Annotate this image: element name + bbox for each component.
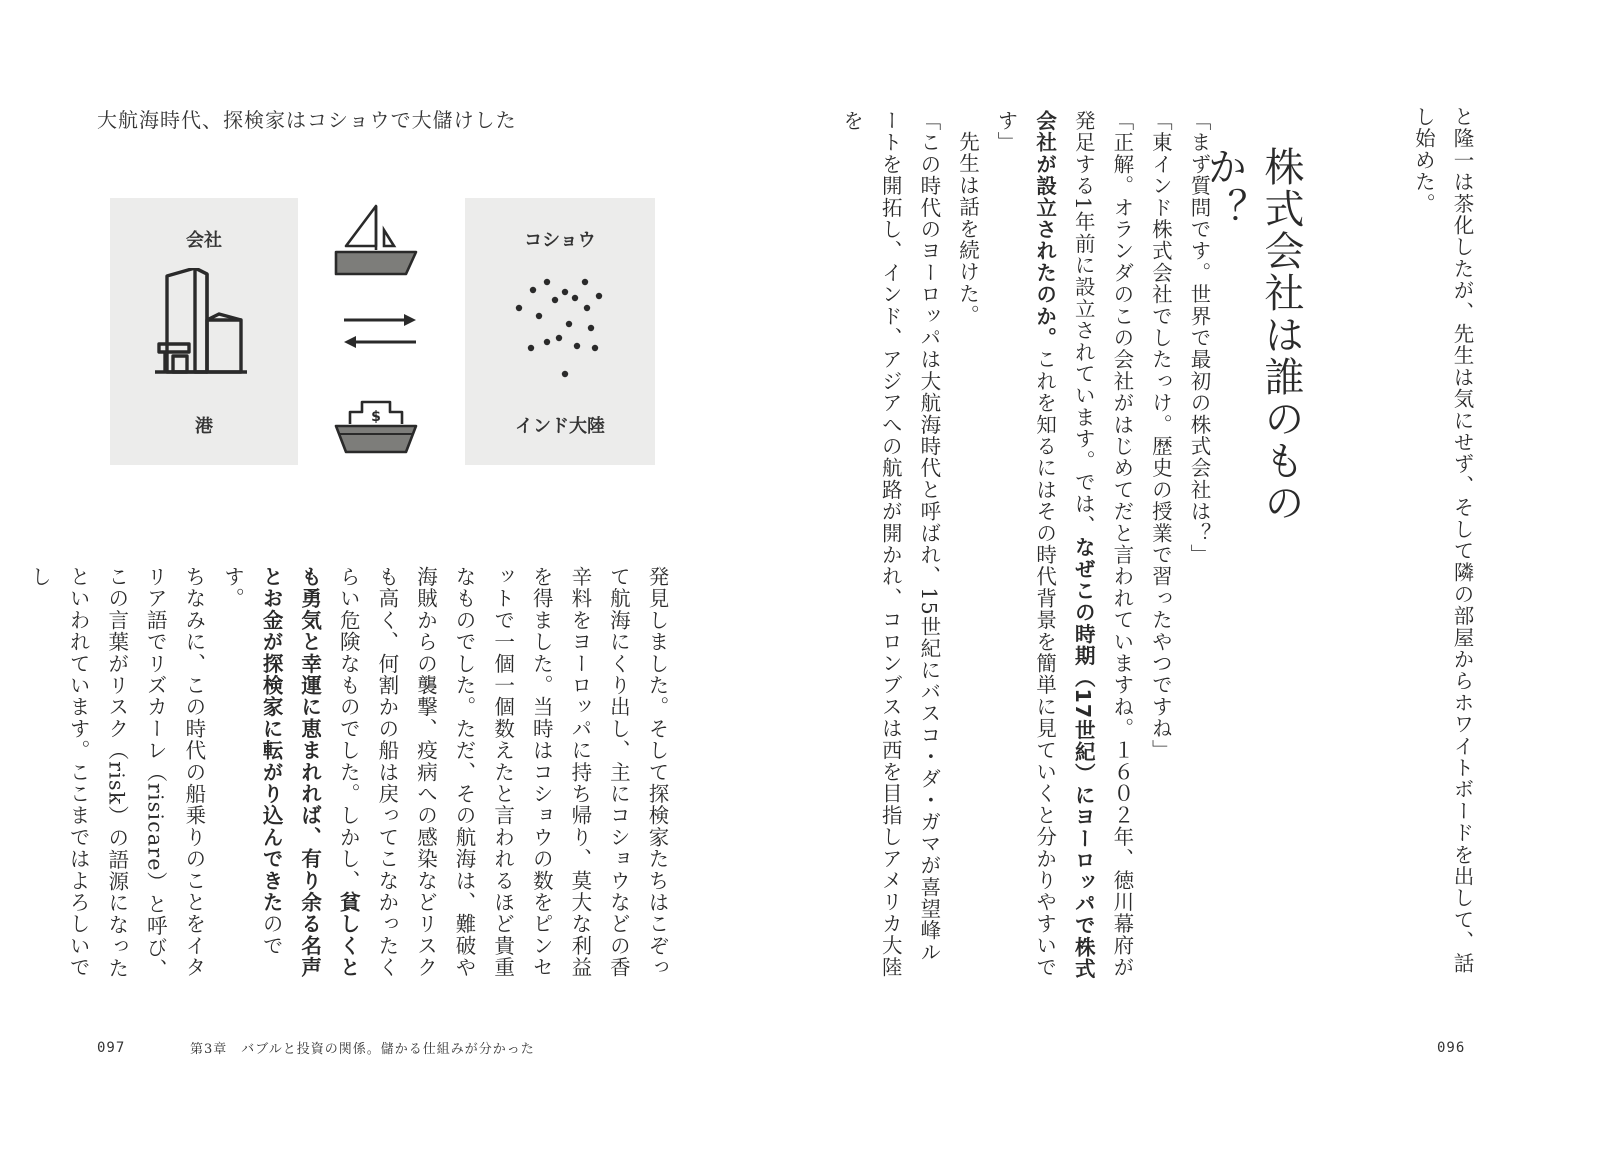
company-label: 会社: [186, 230, 222, 251]
pepper-dots-icon: [505, 272, 615, 384]
figure-diagram: [110, 198, 655, 468]
right-body-text: [839, 110, 1218, 980]
office-building-icon: [155, 268, 255, 378]
india-label: インド大陸: [515, 416, 605, 437]
body-paragraph: ちなみに、この時代の船乗りのことをイタリア語でリズカーレ（risicare）と呼び、この言葉がリスク（risk）の語源になったといわれています。ここまではよろしいでし: [27, 566, 206, 981]
page-number: 096: [1437, 1040, 1466, 1056]
body-paragraph: 先生は話を続けた。: [955, 130, 980, 326]
sailing-ship-icon: [332, 202, 420, 280]
cargo-ship-dollar-icon: [332, 394, 420, 460]
figure-caption: 大航海時代、探検家はコショウで大儲けした: [97, 108, 517, 132]
exchange-arrows-icon: [340, 310, 420, 352]
page-number: 097: [97, 1040, 126, 1056]
lead-paragraph: と隆一は茶化したが、先生は気にせず、そして隣の部屋からホワイトボードを出して、話し始めた。: [1411, 106, 1474, 974]
section-heading: 株式会社は誰のものか？: [1201, 146, 1304, 524]
body-paragraph: 「この時代のヨーロッパは大航海時代と呼ばれ、15世紀にバスコ・ダ・ガマが喜望峰ルートを開拓し、インド、アジアへの航路が開かれ、コロンブスは西を目指しアメリカ大陸を: [839, 110, 941, 978]
body-paragraph: 「正解。オランダのこの会社がはじめてだと言われていますね。１６０２年、徳川幕府が発足する1年前に設立されています。では、なぜこの時期（17世紀）にヨーロッパで株式会社が設立されたのか。これを知るにはその時代背景を簡単に見ていくと分かりやすいです」: [994, 110, 1134, 980]
svg-text:$: $: [371, 409, 381, 425]
body-paragraph: 「まず質問です。世界で最初の株式会社は？」: [1187, 110, 1211, 566]
pepper-panel: [465, 198, 655, 465]
running-head: 第3章 バブルと投資の関係。儲かる仕組みが分かった: [190, 1042, 535, 1057]
company-panel: [110, 198, 298, 465]
lead-text: [1405, 106, 1481, 976]
left-body-text: [27, 566, 676, 991]
pepper-label: コショウ: [524, 230, 596, 251]
port-label: 港: [195, 416, 213, 437]
body-paragraph: 発見しました。そして探検家たちはこぞって航海にくり出し、主にコショウなどの香辛料をヨーロッパに持ち帰り、莫大な利益を得ました。当時はコショウの数をピンセットで一個一個数えたと言われるほど貴重なものでした。ただ、その航海は、難破や海賊からの襲撃、疫病への感染などリスクも高く、何割かの船は戻ってこなかったくらい危険なものでした。しかし、貧しくとも勇気と幸運に恵まれれば、有り余る名声とお金が探検家に転がり込んできたのです。: [220, 566, 669, 979]
body-paragraph: 「東インド株式会社でしたっけ。歴史の授業で習ったやつですね」: [1148, 110, 1173, 761]
